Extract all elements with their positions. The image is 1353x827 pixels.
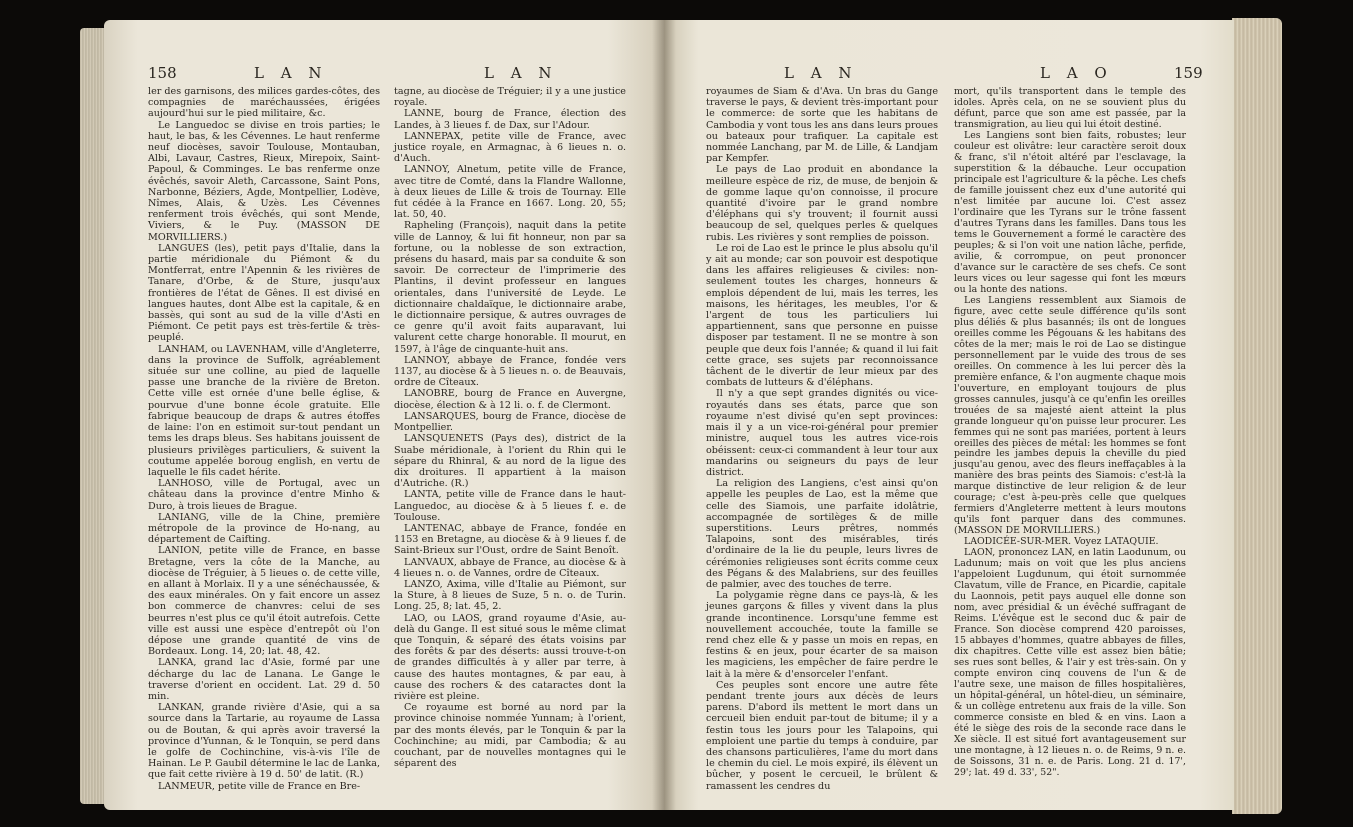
paragraph: Les Langiens ressemblent aux Siamois de figure, avec cette seule différence qu'ils sont plus déliés & plus basannés; ils ont de longues oreilles comme les Pégouans & les habitans des côtes de la mer; mais le roi de Lao se distingue personnellement par le vuide des trous de ses oreilles. On commence à les lui percer dès la première enfance, & l'on augmente chaque mois l'ouverture, en employant toujours de plus grosses cannules, jusqu'à ce qu'enfin les oreilles trouées de sa majesté aient atteint la plus grande longueur qu'on puisse leur procurer. Les femmes qui ne sont pas mariées, portent à leurs oreilles des pièces de métal: les hommes se font peindre les jambes depuis la cheville du pied jusqu'au genou, avec des fleurs ineffaçables à la manière des bras peints des Siamois: c'est-là la marque distinctive de leur religion & de leur courage; c'est à-peu-près celle que quelques fermiers d'Angleterre mettent à leurs moutons qu'ils font parquer dans des communes. (MASSON DE MORVILLIERS.) — [954, 294, 1186, 537]
paragraph: LANVAUX, abbaye de France, au diocèse & à 4 lieues n. o. de Vannes, ordre de Cîteaux. — [394, 556, 626, 579]
paragraph: mort, qu'ils transportent dans le temple des idoles. Après cela, on ne se souvient plus du défunt, parce que son ame est passée, par la transmigration, au lieu qui lui étoit destiné. — [954, 86, 1186, 130]
paragraph: LANHOSO, ville de Portugal, avec un château dans la province d'entre Minho & Duro, à trois lieues de Brague. — [148, 478, 380, 512]
paragraph: La polygamie règne dans ce pays-là, & les jeunes garçons & filles y vivent dans la plus grande incontinence. Lorsqu'une femme est nouvellement accouchée, toute la famille se rend chez elle & y passe un mois en repas, en festins & en jeux, pour écarter de sa maison les magiciens, les empêcher de faire perdre le lait à la mère & d'ensorceler l'enfant. — [706, 590, 938, 680]
paragraph: royaumes de Siam & d'Ava. Un bras du Gange traverse le pays, & devient très-important pour le commerce: de sorte que les habitans de Cambodia y vont tous les ans dans leurs proues ou bateaux pour trafiquer. La capitale est nommée Lanchang, par M. de Lille, & Landjam par Kempfer. — [706, 86, 938, 165]
paragraph: LAO, ou LAOS, grand royaume d'Asie, au-delà du Gange. Il est situé sous le même climat que Tonquin, & séparé des états voisins par des forêts & par des déserts: aussi trouve-t-on de grandes difficultés à y aller par terre, à cause des hautes montagnes, & par eau, à cause des rochers & des cataractes dont la rivière est pleine. — [394, 612, 626, 702]
paragraph: LANMEUR, petite ville de France en Bre- — [158, 780, 361, 792]
running-head: L A N — [254, 64, 328, 82]
paragraph: La religion des Langiens, c'est ainsi qu'on appelle les peuples de Lao, est la même que celle des Siamois, une parfaite idolâtrie, accompagnée de sortilèges & de mille superstitions. Leurs prêtres, nommés Talapoins, sont des misérables, tirés d'ordinaire de la lie du peuple, leurs livres de cérémonies religieuses sont écrits comme ceux des Pégans & des Malabriens, sur des feuilles de palmier, avec des touches de terre. — [706, 478, 938, 590]
paragraph: Ce royaume est borné au nord par la province chinoise nommée Yunnam; à l'orient, par des monts élevés, par le Tonquin & par la Cochinchine; au midi, par Cambodia; & au couchant, par de nouvelles montagnes qui le séparent des — [394, 702, 626, 770]
paragraph: LAODICÉE-SUR-MER. Voyez LATAQUIE. — [964, 536, 1159, 548]
paragraph: Les Langiens sont bien faits, robustes; leur couleur est olivâtre: leur caractère seroit doux & franc, s'il n'étoit altéré par l'esclavage, la superstition & la débauche. Leur occupation principale est l'agriculture & la pêche. Les chefs de famille jouissent chez eux d'une autorité qui n'est limitée par aucune loi. C'est assez l'ordinaire que les Tyrans sur le trône fassent d'autres Tyrans dans les familles. Dans tous les tems le Gouvernement a formé le caractère des peuples; & si l'on voit une nation lâche, perfide, avilie, & corrompue, on peut prononcer d'avance sur le caractère de ses chefs. Ce sont leurs vices ou leur sagesse qui font les mœurs ou la honte des nations. — [954, 129, 1186, 295]
paragraph: tagne, au diocèse de Tréguier; il y a une justice royale. — [394, 86, 626, 109]
paragraph: LANTENAC, abbaye de France, fondée en 1153 en Bretagne, au diocèse & à 9 lieues f. de Saint-Brieux sur l'Oust, ordre de Saint Benoît. — [394, 522, 626, 557]
page-number: 158 — [148, 64, 177, 82]
text-column-left-2 — [394, 86, 626, 769]
running-head: L A N — [784, 64, 858, 82]
book-gutter — [652, 20, 676, 810]
page-number: 159 — [1174, 64, 1203, 82]
paragraph: LANNOY, Alnetum, petite ville de France, avec titre de Comté, dans la Flandre Wallonne, à deux lieues de Lille & trois de Tournay. Elle fut cédée à la France en 1667. Long. 20, 55; lat. 50, 40. — [394, 164, 626, 221]
text-column-right-2 — [954, 86, 1186, 778]
paragraph: LANZO, Axima, ville d'Italie au Piémont, sur la Sture, à 8 lieues de Suze, 5 n. o. de Turin. Long. 25, 8; lat. 45, 2. — [394, 578, 626, 613]
paragraph: LANGUES (les), petit pays d'Italie, dans la partie méridionale du Piémont & du Montferrat, entre l'Apennin & les rivières de Tanare, d'Orbe, & de Sture, jusqu'aux frontières de l'état de Gênes. Il est divisé en langues hautes, dont Albe est la capitale, & en bassès, qui sont au sud de la ville d'Asti en Piémont. Ce petit pays est très-fertile & très-peuplé. — [148, 242, 380, 344]
paragraph: Le Languedoc se divise en trois parties; le haut, le bas, & les Cévennes. Le haut renferme neuf diocèses, savoir Toulouse, Montauban, Albi, Lavaur, Castres, Rieux, Mirepoix, Saint-Papoul, & Comminges. Le bas renferme onze évêchés, savoir Aleth, Carcassone, Saint Pons, Narbonne, Béziers, Agde, Montpellier, Lodève, Nîmes, Alais, & Uzès. Les Cévennes renferment trois évêchés, qui sont Mende, Viviers, & le Puy. (MASSON DE MORVILLIERS.) — [148, 119, 380, 243]
paragraph: Il n'y a que sept grandes dignités ou vice-royautés dans ses états, parce que son royaume n'est divisé qu'en sept provinces: mais il y a un vice-roi-général pour premier ministre, auquel tous les autres vice-rois obéissent: ceux-ci commandent à leur tour aux mandarins ou seigneurs du pays de leur district. — [706, 388, 938, 478]
paragraph: LANOBRE, bourg de France en Auvergne, diocèse, élection & à 12 li. o. f. de Clermont. — [394, 388, 626, 411]
paragraph: LANNE, bourg de France, élection des Landes, à 3 lieues f. de Dax, sur l'Adour. — [394, 108, 626, 131]
paragraph: Le roi de Lao est le prince le plus absolu qu'il y ait au monde; car son pouvoir est despotique dans les affaires religieuses & civiles: non-seulement toutes les charges, honneurs & emplois dépendent de lui, mais les terres, les maisons, les héritages, les meubles, l'or & l'argent de tous les particuliers lui appartiennent, sans que personne en puisse disposer par testament. Il ne se montre à son peuple que deux fois l'année; & quand il lui fait cette grace, ses sujets par reconnoissance tâchent de le divertir de leur mieux par des combats de lutteurs & d'éléphans. — [706, 242, 938, 389]
paragraph: LANNOY, abbaye de France, fondée vers 1137, au diocèse & à 5 lieues n. o. de Beauvais, ordre de Cîteaux. — [394, 354, 626, 389]
paragraph: Ces peuples sont encore une autre fête pendant trente jours aux décès de leurs parens. D'abord ils mettent le mort dans un cercueil bien enduit par-tout de bitume; il y a festin tous les jours pour les Talapoins, qui emploient une partie du temps à conduire, par des chansons particulières, l'ame du mort dans le chemin du ciel. Le mois expiré, ils élèvent un bûcher, y posent le cercueil, le brûlent & ramassent les cendres du — [706, 679, 938, 792]
paragraph: Le pays de Lao produit en abondance la meilleure espèce de riz, de muse, de benjoin & de gomme laque qu'on connoisse, il procure quantité d'ivoire par le grand nombre d'éléphans qui s'y trouvent; il fournit aussi beaucoup de sel, quelques perles & quelques rubis. Les rivières y sont remplies de poisson. — [706, 164, 938, 243]
paragraph: LANIANG, ville de la Chine, première métropole de la province de Ho-nang, au département de Caifting. — [148, 511, 380, 546]
paragraph: LANSARQUES, bourg de France, diocèse de Montpellier. — [394, 410, 626, 434]
right-page-header — [664, 64, 1234, 86]
running-head: L A O — [1040, 64, 1113, 82]
running-head: L A N — [484, 64, 558, 82]
page-edges-left — [80, 28, 106, 804]
paragraph: Rapheling (François), naquit dans la petite ville de Lannoy, & lui fit honneur, non par sa fortune, ou la noblesse de son extraction, présens du hasard, mais par sa conduite & son savoir. De correcteur de l'imprimerie des Plantins, il devint professeur en langues orientales, dans l'université de Leyde. Le dictionnaire chaldaïque, le dictionnaire arabe, le dictionnaire persique, & autres ouvrages de ce genre qu'il avoit faits auparavant, lui valurent cette charge honorable. Il mourut, en 1597, à l'âge de cinquante-huit ans. — [394, 220, 626, 355]
paragraph: LANKA, grand lac d'Asie, formé par une décharge du lac de Lanana. Le Gange le traverse d'orient en occident. Lat. 29 d. 50 min. — [148, 657, 380, 702]
paragraph: LANION, petite ville de France, en basse Bretagne, vers la côte de la Manche, au diocèse de Tréguier, à 5 lieues o. de cette ville, en allant à Morlaix. Il y a une sénéchaussée, & des eaux minérales. On y fait encore un assez bon commerce de chanvres: celui de ses beurres n'est plus ce qu'il étoit autrefois. Cette ville est aussi une espèce d'entrepôt où l'on dépose une grande quantité de vins de Bordeaux. Long. 14, 20; lat. 48, 42. — [148, 545, 380, 658]
right-page — [664, 20, 1234, 810]
paragraph: LAON, prononcez LAN, en latin Laodunum, ou Ladunum; mais on voit que les plus anciens l'appeloient Lugdunum, qui étoit surnommée Clavatum, ville de France, en Picardie, capitale du Laonnois, petit pays auquel elle donne son nom, avec présidial & un évêché suffragant de Reims. L'évêque est le second duc & pair de France. Son diocèse comprend 420 paroisses, 15 abbayes d'hommes, quatre abbayes de filles, dix chapitres. Cette ville est assez bien bâtie; ses rues sont belles, & l'air y est très-sain. On y compte environ cinq couvens de l'un & de l'autre sexe, une maison de filles hospitalières, un hôpital-général, un hôtel-dieu, un séminaire, & un collège entretenu aux frais de la ville. Son commerce consiste en bled & en vins. Laon a été le siège des rois de la seconde race dans le Xe siècle. Il est situé fort avantageusement sur une montagne, à 12 lieues n. o. de Reims, 9 n. e. de Soissons, 31 n. e. de Paris. Long. 21 d. 17', 29'; lat. 49 d. 33', 52". — [954, 547, 1186, 779]
paragraph: ler des garnisons, des milices gardes-côtes, des compagnies de maréchaussées, érigées aujourd'hui sur le pied militaire, &c. — [148, 86, 380, 120]
paragraph: LANTA, petite ville de France dans le haut-Languedoc, au diocèse & à 5 lieues f. e. de Toulouse. — [394, 489, 626, 523]
paragraph: LANKAN, grande rivière d'Asie, qui a sa source dans la Tartarie, au royaume de Lassa ou de Boutan, & qui après avoir traversé la province d'Yunnan, & le Tonquin, se perd dans le golfe de Cochinchine, vis-à-vis l'île de Hainan. Le P. Gaubil détermine le lac de Lanka, que fait cette rivière à 19 d. 50' de latit. (R.) — [148, 702, 380, 781]
paragraph: LANHAM, ou LAVENHAM, ville d'Angleterre, dans la province de Suffolk, agréablement située sur une colline, au pied de laquelle passe une branche de la rivière de Breton. Cette ville est ornée d'une belle église, & pourvue d'une bonne école gratuite. Elle fabrique beaucoup de draps & autres étoffes de laine: l'on en estimoit sur-tout pendant un tems les draps bleus. Ses habitans jouissent de plusieurs privilèges particuliers, & suivent la coutume appelée boroug english, en vertu de laquelle le fils cadet hérite. — [148, 343, 380, 478]
page-edges-right — [1232, 18, 1282, 814]
paragraph: LANSQUENETS (Pays des), district de la Suabe méridionale, à l'orient du Rhin qui le sépare du Rhinral, & au nord de la ligue des dix droitures. Il appartient à la maison d'Autriche. (R.) — [394, 433, 626, 490]
left-page-header — [104, 64, 664, 86]
left-page — [104, 20, 664, 810]
text-column-left-1 — [148, 86, 380, 792]
paragraph: LANNEPAX, petite ville de France, avec justice royale, en Armagnac, à 6 lieues n. o. d'Auch. — [394, 130, 626, 165]
text-column-right-1 — [706, 86, 938, 792]
